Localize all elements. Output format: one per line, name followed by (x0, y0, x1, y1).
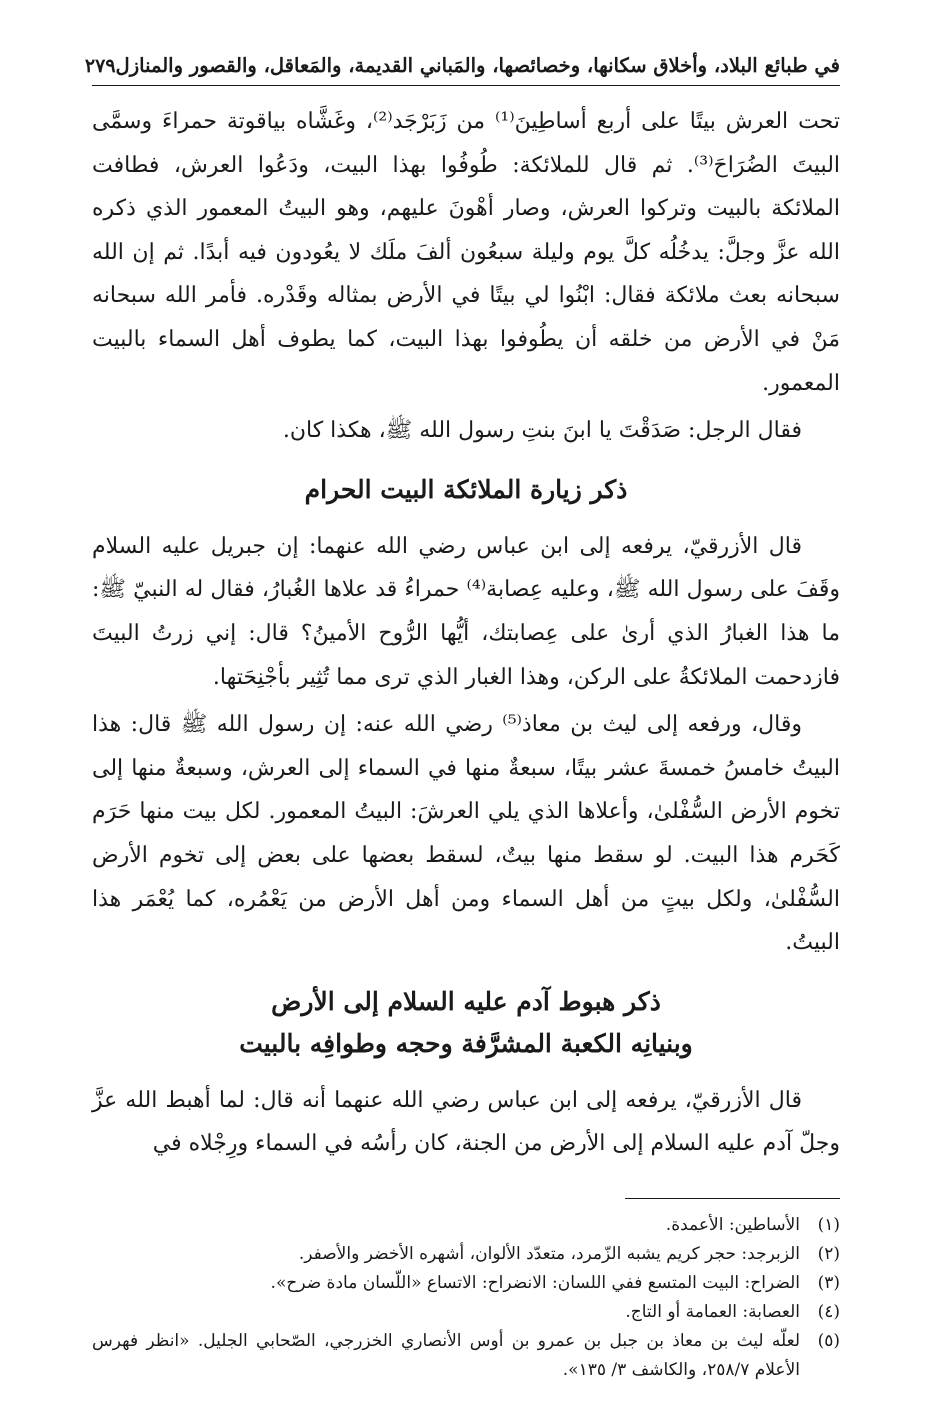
paragraph: فقال الرجل: صَدَقْتَ يا ابنَ بنتِ رسول الله ﷺ، هكذا كان. (282, 418, 802, 444)
footnote-number: (٥) (817, 1330, 840, 1351)
footnote-text: لعلّه ليث بن معاذ بن جبل بن عمرو بن أوس الأنصاري الخزرجي، الصّحابي الجليل. «انظر فهرس الأعلام ٢٥٨/٧، والكاشف ٣/ ١٣٥». (92, 1330, 800, 1380)
body-text (92, 100, 840, 1166)
paragraph: تحت العرش بيتًا على أربع أساطِينَ⁽¹⁾ من زَبَرْجَد⁽²⁾، وغَشَّاه بياقوتة حمراءَ وسمَّى البيتَ الضُرَاحَ⁽³⁾. ثم قال للملائكة: طُوفُوا بهذا البيت، ودَعُوا العرش، فطافت الملائكة بالبيت وتركوا العرش، وصار أهْونَ عليهم، وهو البيتُ المعمور الذي ذكره الله عزَّ وجلَّ: يدخُلُه كلَّ يوم وليلة سبعُون ألفَ ملَك لا يعُودون فيه أبدًا. ثم إن الله سبحانه بعث ملائكة فقال: ابْنُوا لي بيتًا في الأرض بمثاله وقَدْره. فأمر الله سبحانه مَنْ في الأرض من خلقه أن يطُوفوا بهذا البيت، كما يطوف أهل السماء بالبيت المعمور. (92, 109, 841, 396)
footnote (92, 1298, 840, 1327)
footnote (92, 1327, 840, 1385)
section-heading-line: ذكر هبوط آدم عليه السلام إلى الأرض (271, 986, 661, 1016)
footnote (92, 1211, 840, 1240)
paragraph: وقال، ورفعه إلى ليث بن معاذ⁽⁵⁾ رضي الله عنه: إن رسول الله ﷺ قال: هذا البيتُ خامسُ خمسةَ عشر بيتًا، سبعةٌ منها في السماء إلى العرش، وسبعةٌ منها إلى تخوم الأرض السُّفْلىٰ، وأعلاها الذي يلي العرشَ: البيتُ المعمور. لكل بيت منها حَرَم كَحَرم هذا البيت. لو سقط منها بيتٌ، لسقط بعضها على بعض إلى تخوم الأرض السُّفْلىٰ، ولكل بيتٍ من أهل السماء ومن أهل الأرض من يَعْمُره، كما يُعْمَر هذا البيتُ. (92, 712, 840, 956)
footnotes (92, 1211, 840, 1385)
footnote-number: (١) (817, 1214, 840, 1235)
running-title: في طبائع البلاد، وأخلاق سكانها، وخصائصها، والمَباني القديمة، والمَعاقل، والقصور والمنازل (115, 54, 840, 77)
footnote-number: (٢) (817, 1243, 840, 1264)
section-heading (92, 469, 840, 511)
footnote-number: (٤) (817, 1301, 840, 1322)
footnote-divider (625, 1198, 840, 1199)
footnote-text: الأساطين: الأعمدة. (665, 1214, 800, 1235)
book-page (84, 52, 841, 1401)
footnote-number: (٣) (817, 1272, 840, 1293)
footnote (92, 1240, 840, 1269)
footnote-text: العصابة: العمامة أو التاج. (625, 1301, 800, 1322)
footnote (92, 1269, 840, 1298)
page-number: ٢٧٩ (84, 55, 116, 77)
section-heading (92, 981, 840, 1065)
section-heading-line: ذكر زيارة الملائكة البيت الحرام (304, 474, 628, 504)
running-header (84, 52, 840, 86)
footnote-text: الزبرجد: حجر كريم يشبه الزّمرد، متعدّد الألوان، أشهره الأخضر والأصفر. (298, 1243, 800, 1264)
footnote-text: الضراح: البيت المتسع ففي اللسان: الانضراح: الاتساع «اللّسان مادة ضرح». (270, 1272, 800, 1293)
paragraph: قال الأزرقيّ، يرفعه إلى ابن عباس رضي الله عنهما: إن جبريل عليه السلام وقَفَ على رسول الله ﷺ، وعليه عِصابة⁽⁴⁾ حمراءُ قد علاها الغُبارُ، فقال له النبيّ ﷺ: ما هذا الغبارُ الذي أرىٰ على عِصابتك، أيُّها الرُّوح الأمينُ؟ قال: إني زرتُ البيتَ فازدحمت الملائكةُ على الركن، وهذا الغبار الذي ترى مما تُثِير بأجْنِحَتها. (92, 533, 841, 690)
paragraph: قال الأزرقيّ، يرفعه إلى ابن عباس رضي الله عنهما أنه قال: لما أهبط الله عزَّ وجلّ آدم عليه السلام إلى الأرض من الجنة، كان رأسُه في السماء ورِجْلاه في (92, 1087, 840, 1157)
section-heading-line: وبنيانِه الكعبة المشرَّفة وحجه وطوافِه بالبيت (239, 1028, 693, 1058)
